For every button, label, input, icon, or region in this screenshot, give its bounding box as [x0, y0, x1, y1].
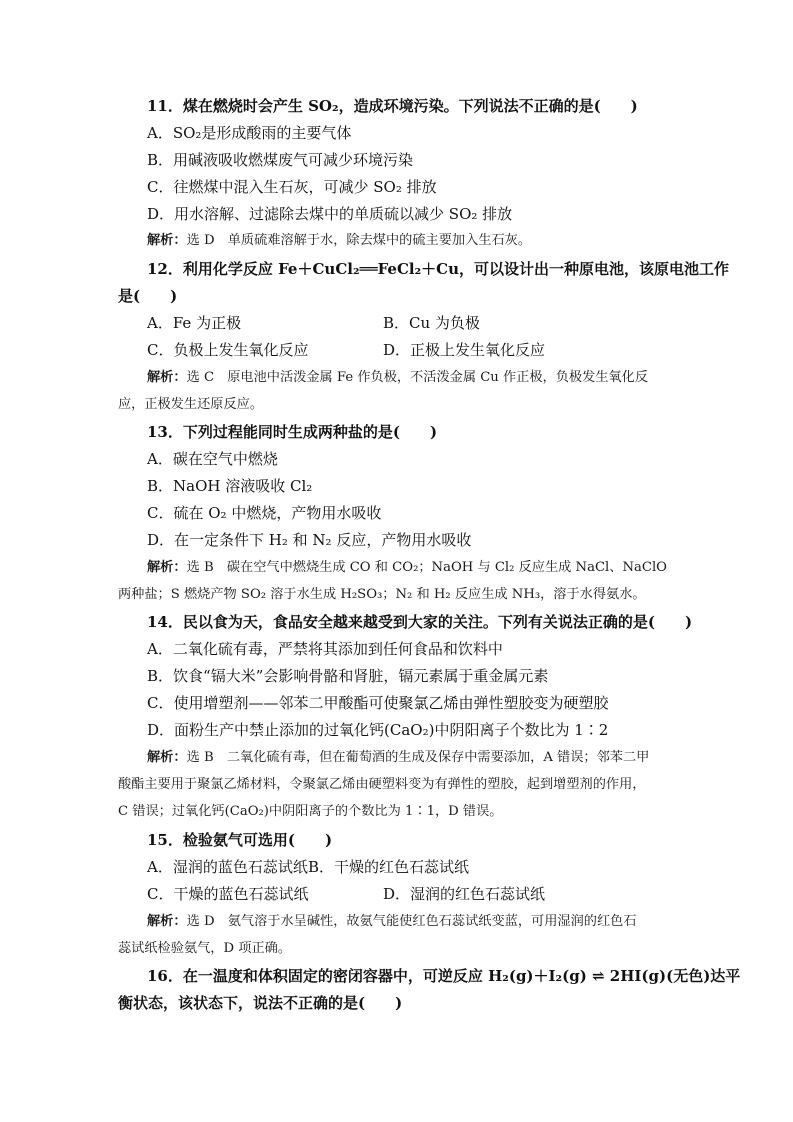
q15-option-d: D．湿润的红色石蕊试纸 [383, 885, 546, 903]
q13-option-b: B．NaOH 溶液吸收 Cl₂ [147, 477, 313, 495]
q12-option-a: A．Fe 为正极 [147, 314, 242, 332]
q14-option-b: B．饮食“镉大米”会影响骨骼和肾脏，镉元素属于重金属元素 [147, 667, 549, 685]
question-12-stem-cont: 是( ) [118, 287, 178, 305]
q13-solution [147, 558, 667, 578]
q13-option-d: D．在一定条件下 H₂ 和 N₂ 反应，产物用水吸收 [147, 531, 472, 549]
q11-option-a: A．SO₂是形成酸雨的主要气体 [147, 124, 352, 142]
q12-solution-text: 选 C 原电池中活泼金属 Fe 作负极，不活泼金属 Cu 作正极，负极发生氧化反 [186, 370, 649, 385]
q12-option-d: D．正极上发生氧化反应 [383, 341, 546, 359]
question-15-stem: 15．检验氨气可选用( ) [147, 831, 333, 849]
q14-solution-cont-2: C 错误；过氧化钙(CaO₂)中阴阳离子的个数比为 1∶1，D 错误。 [118, 804, 503, 819]
question-16-stem: 16．在一温度和体积固定的密闭容器中，可逆反应 H₂(g)＋I₂(g) ⇌ 2HI(g)(无色)达平 [147, 967, 741, 985]
q13-option-c: C．硫在 O₂ 中燃烧，产物用水吸收 [147, 504, 382, 522]
question-16-stem-cont: 衡状态，该状态下，说法不正确的是( ) [118, 994, 403, 1012]
q14-solution-text: 选 B 二氧化硫有毒，但在葡萄酒的生成及保存中需要添加，A 错误；邻苯二甲 [186, 750, 650, 765]
q12-solution [147, 368, 648, 388]
q14-option-d: D．面粉生产中禁止添加的过氧化钙(CaO₂)中阴阳离子个数比为 1∶2 [147, 721, 609, 739]
q13-solution-cont: 两种盐；S 燃烧产物 SO₂ 溶于水生成 H₂SO₃；N₂ 和 H₂ 反应生成 NH₃，溶于水得氨水。 [118, 587, 646, 602]
q13-option-a: A．碳在空气中燃烧 [147, 450, 278, 468]
solution-tag: 解析： [147, 750, 187, 765]
question-14-stem: 14．民以食为天，食品安全越来越受到大家的关注。下列有关说法正确的是( ) [147, 613, 693, 631]
q15-solution [147, 912, 637, 932]
question-12-stem: 12．利用化学反应 Fe＋CuCl₂══FeCl₂＋Cu，可以设计出一种原电池，该原电池工作 [147, 260, 730, 278]
q11-solution [147, 231, 531, 251]
q11-solution-text: 选 D 单质硫难溶解于水，除去煤中的硫主要加入生石灰。 [186, 233, 532, 248]
q14-option-c: C．使用增塑剂——邻苯二甲酸酯可使聚氯乙烯由弹性塑胶变为硬塑胶 [147, 694, 609, 712]
q11-option-c: C．往燃煤中混入生石灰，可减少 SO₂ 排放 [147, 178, 437, 196]
q12-option-b: B．Cu 为负极 [383, 314, 480, 332]
q15-option-a: A．湿润的蓝色石蕊试纸 [147, 858, 308, 876]
solution-tag: 解析： [147, 233, 187, 248]
q11-option-b: B．用碱液吸收燃煤废气可减少环境污染 [147, 151, 414, 169]
q15-option-c: C．干燥的蓝色石蕊试纸 [147, 885, 309, 903]
q14-option-a: A．二氧化硫有毒，严禁将其添加到任何食品和饮料中 [147, 640, 503, 658]
q11-option-d: D．用水溶解、过滤除去煤中的单质硫以减少 SO₂ 排放 [147, 205, 513, 223]
q15-option-b: B．干燥的红色石蕊试纸 [308, 858, 470, 876]
solution-tag: 解析： [147, 914, 187, 929]
solution-tag: 解析： [147, 370, 187, 385]
q13-solution-text: 选 B 碳在空气中燃烧生成 CO 和 CO₂；NaOH 与 Cl₂ 反应生成 NaCl、NaClO [186, 560, 667, 575]
solution-tag: 解析： [147, 560, 187, 575]
q12-option-c: C．负极上发生氧化反应 [147, 341, 309, 359]
q15-solution-text: 选 D 氨气溶于水呈碱性，故氨气能使红色石蕊试纸变蓝，可用湿润的红色石 [186, 914, 637, 929]
q12-solution-cont: 应，正极发生还原反应。 [118, 397, 264, 412]
q14-solution [147, 748, 649, 768]
q15-solution-cont: 蕊试纸检验氨气，D 项正确。 [118, 941, 292, 956]
question-11-stem: 11．煤在燃烧时会产生 SO₂，造成环境污染。下列说法不正确的是( ) [147, 97, 638, 115]
q14-solution-cont-1: 酸酯主要用于聚氯乙烯材料，令聚氯乙烯由硬塑料变为有弹性的塑胶，起到增塑剂的作用， [118, 777, 646, 792]
question-13-stem: 13．下列过程能同时生成两种盐的是( ) [147, 423, 438, 441]
